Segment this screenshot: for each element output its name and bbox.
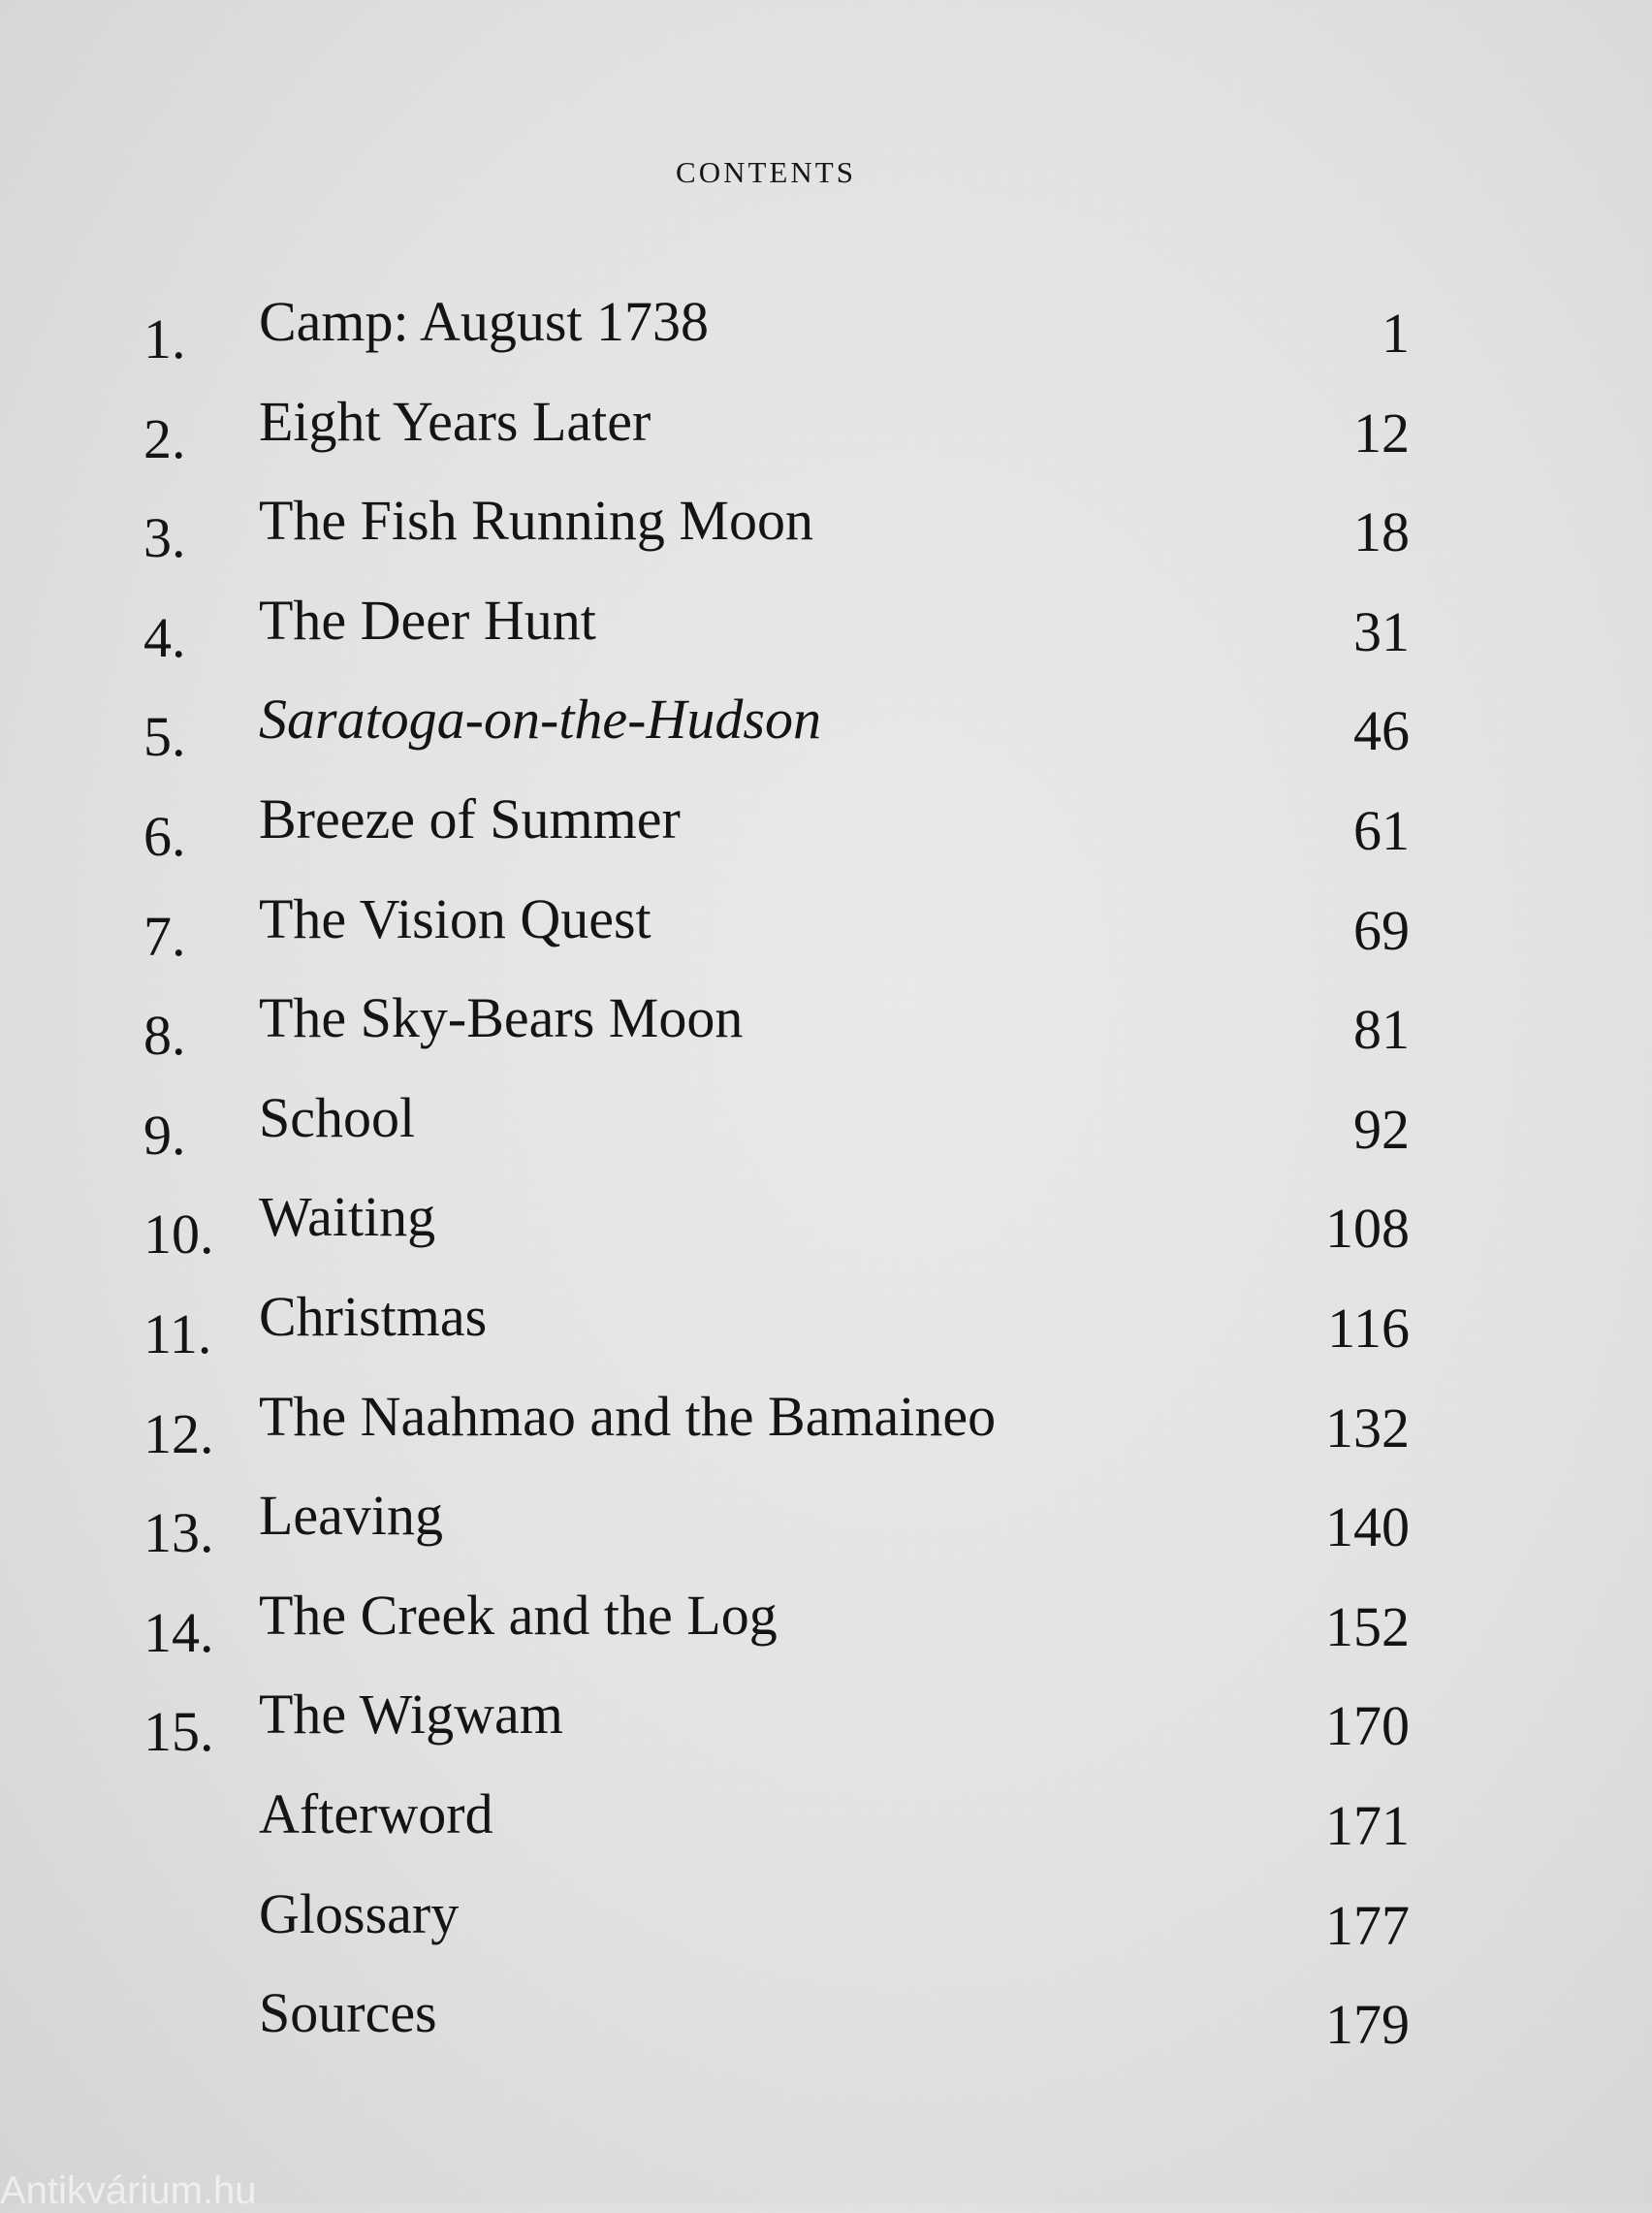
toc-entry <box>0 1776 1652 1873</box>
page-number: 1 <box>1382 302 1410 365</box>
toc-entry <box>0 1178 1652 1275</box>
chapter-title: School <box>259 1086 416 1149</box>
page-number: 18 <box>1353 500 1410 563</box>
page-number: 12 <box>1353 401 1410 465</box>
chapter-number: 8. <box>143 1004 186 1067</box>
toc-entry <box>0 383 1652 480</box>
toc-entry <box>0 1676 1652 1773</box>
chapter-number: 11. <box>143 1302 212 1365</box>
page-number: 61 <box>1353 799 1410 862</box>
chapter-title: Afterword <box>259 1782 493 1845</box>
chapter-number: 12. <box>143 1402 214 1465</box>
toc-entry <box>0 979 1652 1076</box>
chapter-number: 6. <box>143 805 186 868</box>
page-number: 171 <box>1325 1794 1410 1857</box>
chapter-title: The Deer Hunt <box>259 589 596 652</box>
page-number: 140 <box>1325 1495 1410 1558</box>
page-number: 69 <box>1353 899 1410 962</box>
page-number: 152 <box>1325 1595 1410 1658</box>
watermark: Antikvárium.hu <box>0 2169 257 2212</box>
toc-entry <box>0 681 1652 778</box>
chapter-title: The Wigwam <box>259 1683 563 1746</box>
chapter-number: 15. <box>143 1700 214 1763</box>
page-number: 108 <box>1325 1197 1410 1260</box>
chapter-number: 9. <box>143 1104 186 1167</box>
toc-entry <box>0 283 1652 380</box>
chapter-title: Leaving <box>259 1484 444 1547</box>
toc-entry <box>0 1477 1652 1574</box>
chapter-number: 5. <box>143 705 186 768</box>
contents-heading: contents <box>676 144 856 192</box>
page-number: 46 <box>1353 699 1410 762</box>
chapter-title: Camp: August 1738 <box>259 290 710 353</box>
chapter-title: Eight Years Later <box>259 390 651 453</box>
page-number: 179 <box>1325 1993 1410 2056</box>
chapter-number: 3. <box>143 506 186 569</box>
toc-entry <box>0 881 1652 978</box>
chapter-title: Sources <box>259 1981 437 2044</box>
page-number: 81 <box>1353 998 1410 1061</box>
chapter-number: 7. <box>143 905 186 968</box>
chapter-title: The Vision Quest <box>259 887 651 950</box>
chapter-title: Glossary <box>259 1882 460 1945</box>
chapter-title: The Naahmao and the Bamaineo <box>259 1385 997 1448</box>
page-number: 170 <box>1325 1694 1410 1757</box>
chapter-title: Waiting <box>259 1185 436 1248</box>
toc-entry <box>0 1974 1652 2071</box>
chapter-title: The Fish Running Moon <box>259 489 813 552</box>
page-number: 92 <box>1353 1098 1410 1161</box>
toc-entry <box>0 1876 1652 1972</box>
toc-entry <box>0 1079 1652 1176</box>
page-number: 132 <box>1325 1396 1410 1459</box>
chapter-title: Breeze of Summer <box>259 787 681 850</box>
page-number: 177 <box>1325 1894 1410 1957</box>
toc-entry <box>0 482 1652 579</box>
toc-entry <box>0 1278 1652 1375</box>
page-number: 116 <box>1327 1297 1410 1360</box>
chapter-number: 14. <box>143 1601 214 1664</box>
chapter-number: 4. <box>143 606 186 669</box>
toc-entry <box>0 781 1652 878</box>
toc-entry <box>0 1577 1652 1674</box>
chapter-title: The Sky-Bears Moon <box>259 986 744 1049</box>
chapter-number: 13. <box>143 1501 214 1564</box>
chapter-title: The Creek and the Log <box>259 1584 778 1647</box>
toc-entry <box>0 582 1652 679</box>
toc-entry <box>0 1378 1652 1475</box>
page-number: 31 <box>1353 600 1410 663</box>
chapter-number: 10. <box>143 1203 214 1266</box>
chapter-title: Christmas <box>259 1285 488 1348</box>
chapter-title: Saratoga-on-the-Hudson <box>259 688 821 751</box>
chapter-number: 2. <box>143 407 186 470</box>
chapter-number: 1. <box>143 307 186 370</box>
